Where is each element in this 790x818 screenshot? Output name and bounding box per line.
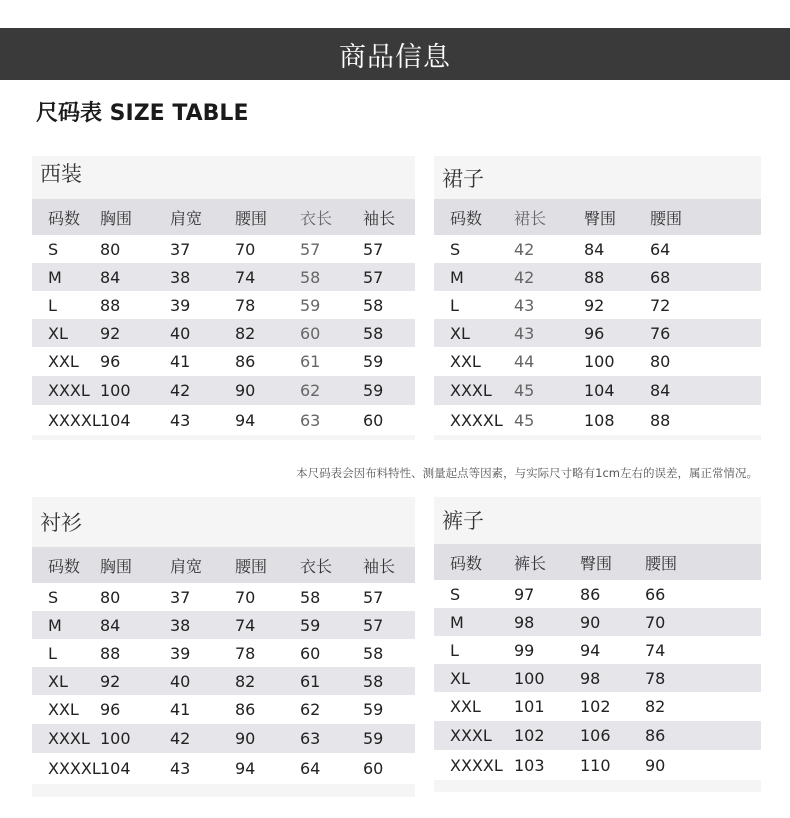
size-cell: XXXXL — [48, 410, 101, 430]
measurement-cell: 59 — [363, 352, 384, 371]
measurement-cell: 38 — [170, 267, 191, 287]
measurement-cell: 58 — [300, 587, 321, 607]
column-header: 肩宽 — [170, 556, 203, 576]
measurement-cell: 92 — [584, 295, 605, 315]
table-header-row — [434, 199, 761, 235]
measurement-cell: 90 — [235, 381, 256, 400]
measurement-cell: 84 — [584, 239, 605, 259]
measurement-cell: 42 — [170, 729, 191, 748]
table-row — [32, 376, 415, 405]
measurement-cell: 62 — [300, 381, 321, 400]
skirt-table-title: 裙子 — [442, 167, 484, 191]
measurement-cell: 100 — [100, 729, 131, 748]
table-header-row — [32, 547, 415, 583]
size-note: 本尺码表会因布料特性、测量起点等因素，与实际尺寸略有1cm左右的误差，属正常情况。 — [296, 466, 758, 480]
measurement-cell: 63 — [300, 729, 321, 748]
measurement-cell: 61 — [300, 671, 321, 691]
measurement-cell: 43 — [514, 295, 535, 315]
measurement-cell: 74 — [645, 640, 666, 660]
measurement-cell: 43 — [170, 410, 191, 430]
table-header-row — [32, 199, 415, 235]
measurement-cell: 82 — [235, 323, 256, 343]
size-cell: XXXXL — [450, 410, 503, 430]
measurement-cell: 59 — [300, 615, 321, 635]
column-header: 码数 — [450, 553, 483, 573]
measurement-cell: 78 — [235, 295, 256, 315]
measurement-cell: 72 — [650, 295, 671, 315]
measurement-cell: 66 — [645, 584, 666, 604]
measurement-cell: 101 — [514, 697, 545, 716]
measurement-cell: 63 — [300, 410, 321, 430]
measurement-cell: 37 — [170, 587, 191, 607]
pants-table-title: 裤子 — [442, 509, 484, 533]
size-cell: XXL — [450, 697, 481, 716]
column-header: 肩宽 — [170, 208, 203, 228]
measurement-cell: 64 — [300, 759, 321, 778]
measurement-cell: 59 — [363, 381, 384, 400]
measurement-cell: 82 — [645, 697, 666, 716]
size-cell: L — [48, 643, 57, 663]
measurement-cell: 100 — [584, 352, 615, 371]
measurement-cell: 42 — [514, 239, 535, 259]
measurement-cell: 90 — [235, 729, 256, 748]
measurement-cell: 104 — [100, 410, 131, 430]
size-table-title: 尺码表 SIZE TABLE — [36, 101, 249, 126]
table-row — [32, 235, 415, 263]
table-row — [434, 405, 761, 435]
size-cell: XL — [48, 323, 68, 343]
measurement-cell: 86 — [580, 584, 601, 604]
table-row — [32, 319, 415, 347]
measurement-cell: 88 — [584, 267, 605, 287]
table-row — [32, 695, 415, 724]
suit-table-title: 西装 — [40, 162, 82, 186]
measurement-cell: 88 — [650, 410, 671, 430]
measurement-cell: 59 — [363, 729, 384, 748]
measurement-cell: 70 — [235, 587, 256, 607]
measurement-cell: 106 — [580, 726, 611, 745]
column-header: 码数 — [450, 208, 483, 228]
table-row — [32, 639, 415, 667]
skirt-size-panel — [434, 156, 761, 440]
size-cell: L — [450, 640, 459, 660]
measurement-cell: 98 — [514, 612, 535, 632]
measurement-cell: 58 — [363, 323, 384, 343]
pants-size-panel — [434, 497, 761, 792]
measurement-cell: 60 — [363, 410, 384, 430]
column-header: 衣长 — [300, 208, 333, 228]
measurement-cell: 58 — [363, 671, 384, 691]
size-cell: XXL — [48, 700, 79, 719]
column-header: 臀围 — [584, 208, 617, 228]
measurement-cell: 39 — [170, 295, 191, 315]
measurement-cell: 40 — [170, 671, 191, 691]
measurement-cell: 98 — [580, 668, 601, 688]
measurement-cell: 100 — [100, 381, 131, 400]
measurement-cell: 88 — [100, 643, 121, 663]
column-header: 袖长 — [363, 556, 396, 576]
measurement-cell: 58 — [363, 643, 384, 663]
measurement-cell: 60 — [300, 323, 321, 343]
table-row — [32, 405, 415, 435]
measurement-cell: 92 — [100, 323, 121, 343]
column-header: 腰围 — [650, 208, 683, 228]
size-cell: L — [48, 295, 57, 315]
measurement-cell: 41 — [170, 352, 191, 371]
size-cell: XXL — [450, 352, 481, 371]
measurement-cell: 40 — [170, 323, 191, 343]
column-header: 胸围 — [100, 556, 133, 576]
measurement-cell: 60 — [300, 643, 321, 663]
measurement-cell: 104 — [584, 381, 615, 400]
measurement-cell: 57 — [363, 267, 384, 287]
measurement-cell: 68 — [650, 267, 671, 287]
table-row — [434, 291, 761, 319]
table-row — [434, 608, 761, 636]
measurement-cell: 88 — [100, 295, 121, 315]
skirt-size-table — [434, 199, 761, 435]
measurement-cell: 62 — [300, 700, 321, 719]
measurement-cell: 108 — [584, 410, 615, 430]
column-header: 腰围 — [235, 208, 268, 228]
measurement-cell: 76 — [650, 323, 671, 343]
size-cell: XXXL — [48, 729, 90, 748]
measurement-cell: 44 — [514, 352, 535, 371]
size-cell: S — [450, 584, 461, 604]
measurement-cell: 74 — [235, 267, 256, 287]
measurement-cell: 38 — [170, 615, 191, 635]
measurement-cell: 57 — [363, 615, 384, 635]
size-cell: S — [48, 239, 59, 259]
table-row — [32, 611, 415, 639]
table-row — [434, 235, 761, 263]
measurement-cell: 84 — [100, 267, 121, 287]
measurement-cell: 78 — [645, 668, 666, 688]
measurement-cell: 42 — [514, 267, 535, 287]
measurement-cell: 96 — [100, 352, 121, 371]
column-header: 码数 — [48, 556, 81, 576]
measurement-cell: 43 — [170, 759, 191, 778]
column-header: 衣长 — [300, 556, 333, 576]
table-row — [32, 724, 415, 753]
measurement-cell: 80 — [100, 239, 121, 259]
size-cell: M — [48, 267, 62, 287]
column-header: 腰围 — [645, 553, 678, 573]
table-row — [32, 753, 415, 784]
size-cell: M — [48, 615, 62, 635]
table-row — [434, 721, 761, 750]
measurement-cell: 99 — [514, 640, 535, 660]
measurement-cell: 39 — [170, 643, 191, 663]
suit-size-panel — [32, 156, 415, 440]
column-header: 臀围 — [580, 553, 613, 573]
measurement-cell: 84 — [100, 615, 121, 635]
table-row — [434, 580, 761, 608]
measurement-cell: 57 — [363, 587, 384, 607]
measurement-cell: 96 — [584, 323, 605, 343]
size-cell: XXL — [48, 352, 79, 371]
measurement-cell: 80 — [100, 587, 121, 607]
measurement-cell: 103 — [514, 755, 545, 775]
pants-size-table — [434, 544, 761, 780]
measurement-cell: 104 — [100, 759, 131, 778]
table-row — [434, 664, 761, 692]
table-row — [434, 636, 761, 664]
table-row — [32, 263, 415, 291]
measurement-cell: 59 — [363, 700, 384, 719]
measurement-cell: 70 — [645, 612, 666, 632]
measurement-cell: 86 — [235, 352, 256, 371]
table-row — [32, 667, 415, 695]
size-cell: XXXL — [450, 726, 492, 745]
header-bar — [0, 28, 790, 80]
measurement-cell: 70 — [235, 239, 256, 259]
table-header-row — [434, 544, 761, 580]
measurement-cell: 86 — [645, 726, 666, 745]
measurement-cell: 59 — [300, 295, 321, 315]
column-header: 袖长 — [363, 208, 396, 228]
suit-size-table — [32, 199, 415, 435]
size-cell: XL — [450, 668, 470, 688]
table-row — [434, 319, 761, 347]
table-row — [32, 347, 415, 376]
measurement-cell: 94 — [580, 640, 601, 660]
size-cell: XXXL — [48, 381, 90, 400]
column-header: 胸围 — [100, 208, 133, 228]
measurement-cell: 74 — [235, 615, 256, 635]
size-cell: XXXL — [450, 381, 492, 400]
measurement-cell: 58 — [300, 267, 321, 287]
measurement-cell: 60 — [363, 759, 384, 778]
table-row — [434, 263, 761, 291]
measurement-cell: 97 — [514, 584, 535, 604]
table-row — [32, 291, 415, 319]
measurement-cell: 43 — [514, 323, 535, 343]
measurement-cell: 94 — [235, 759, 256, 778]
column-header: 腰围 — [235, 556, 268, 576]
measurement-cell: 64 — [650, 239, 671, 259]
shirt-size-table — [32, 547, 415, 784]
measurement-cell: 80 — [650, 352, 671, 371]
measurement-cell: 57 — [363, 239, 384, 259]
measurement-cell: 42 — [170, 381, 191, 400]
measurement-cell: 45 — [514, 410, 535, 430]
size-cell: M — [450, 612, 464, 632]
measurement-cell: 86 — [235, 700, 256, 719]
measurement-cell: 92 — [100, 671, 121, 691]
measurement-cell: 90 — [580, 612, 601, 632]
shirt-size-panel — [32, 497, 415, 797]
measurement-cell: 84 — [650, 381, 671, 400]
measurement-cell: 102 — [580, 697, 611, 716]
table-row — [434, 750, 761, 780]
measurement-cell: 82 — [235, 671, 256, 691]
column-header: 码数 — [48, 208, 81, 228]
measurement-cell: 37 — [170, 239, 191, 259]
measurement-cell: 110 — [580, 755, 611, 775]
size-cell: XXXXL — [48, 759, 101, 778]
size-cell: S — [48, 587, 59, 607]
table-row — [32, 583, 415, 611]
column-header: 裤长 — [514, 553, 547, 573]
page-title: 商品信息 — [339, 41, 451, 73]
size-cell: L — [450, 295, 459, 315]
size-cell: M — [450, 267, 464, 287]
size-cell: XL — [450, 323, 470, 343]
measurement-cell: 78 — [235, 643, 256, 663]
measurement-cell: 58 — [363, 295, 384, 315]
column-header: 裙长 — [514, 208, 547, 228]
size-cell: XL — [48, 671, 68, 691]
measurement-cell: 45 — [514, 381, 535, 400]
measurement-cell: 102 — [514, 726, 545, 745]
measurement-cell: 61 — [300, 352, 321, 371]
size-cell: S — [450, 239, 461, 259]
measurement-cell: 96 — [100, 700, 121, 719]
measurement-cell: 94 — [235, 410, 256, 430]
measurement-cell: 100 — [514, 668, 545, 688]
size-cell: XXXXL — [450, 755, 503, 775]
table-row — [434, 376, 761, 405]
measurement-cell: 90 — [645, 755, 666, 775]
table-row — [434, 692, 761, 721]
table-row — [434, 347, 761, 376]
measurement-cell: 57 — [300, 239, 321, 259]
shirt-table-title: 衬衫 — [40, 511, 82, 535]
measurement-cell: 41 — [170, 700, 191, 719]
